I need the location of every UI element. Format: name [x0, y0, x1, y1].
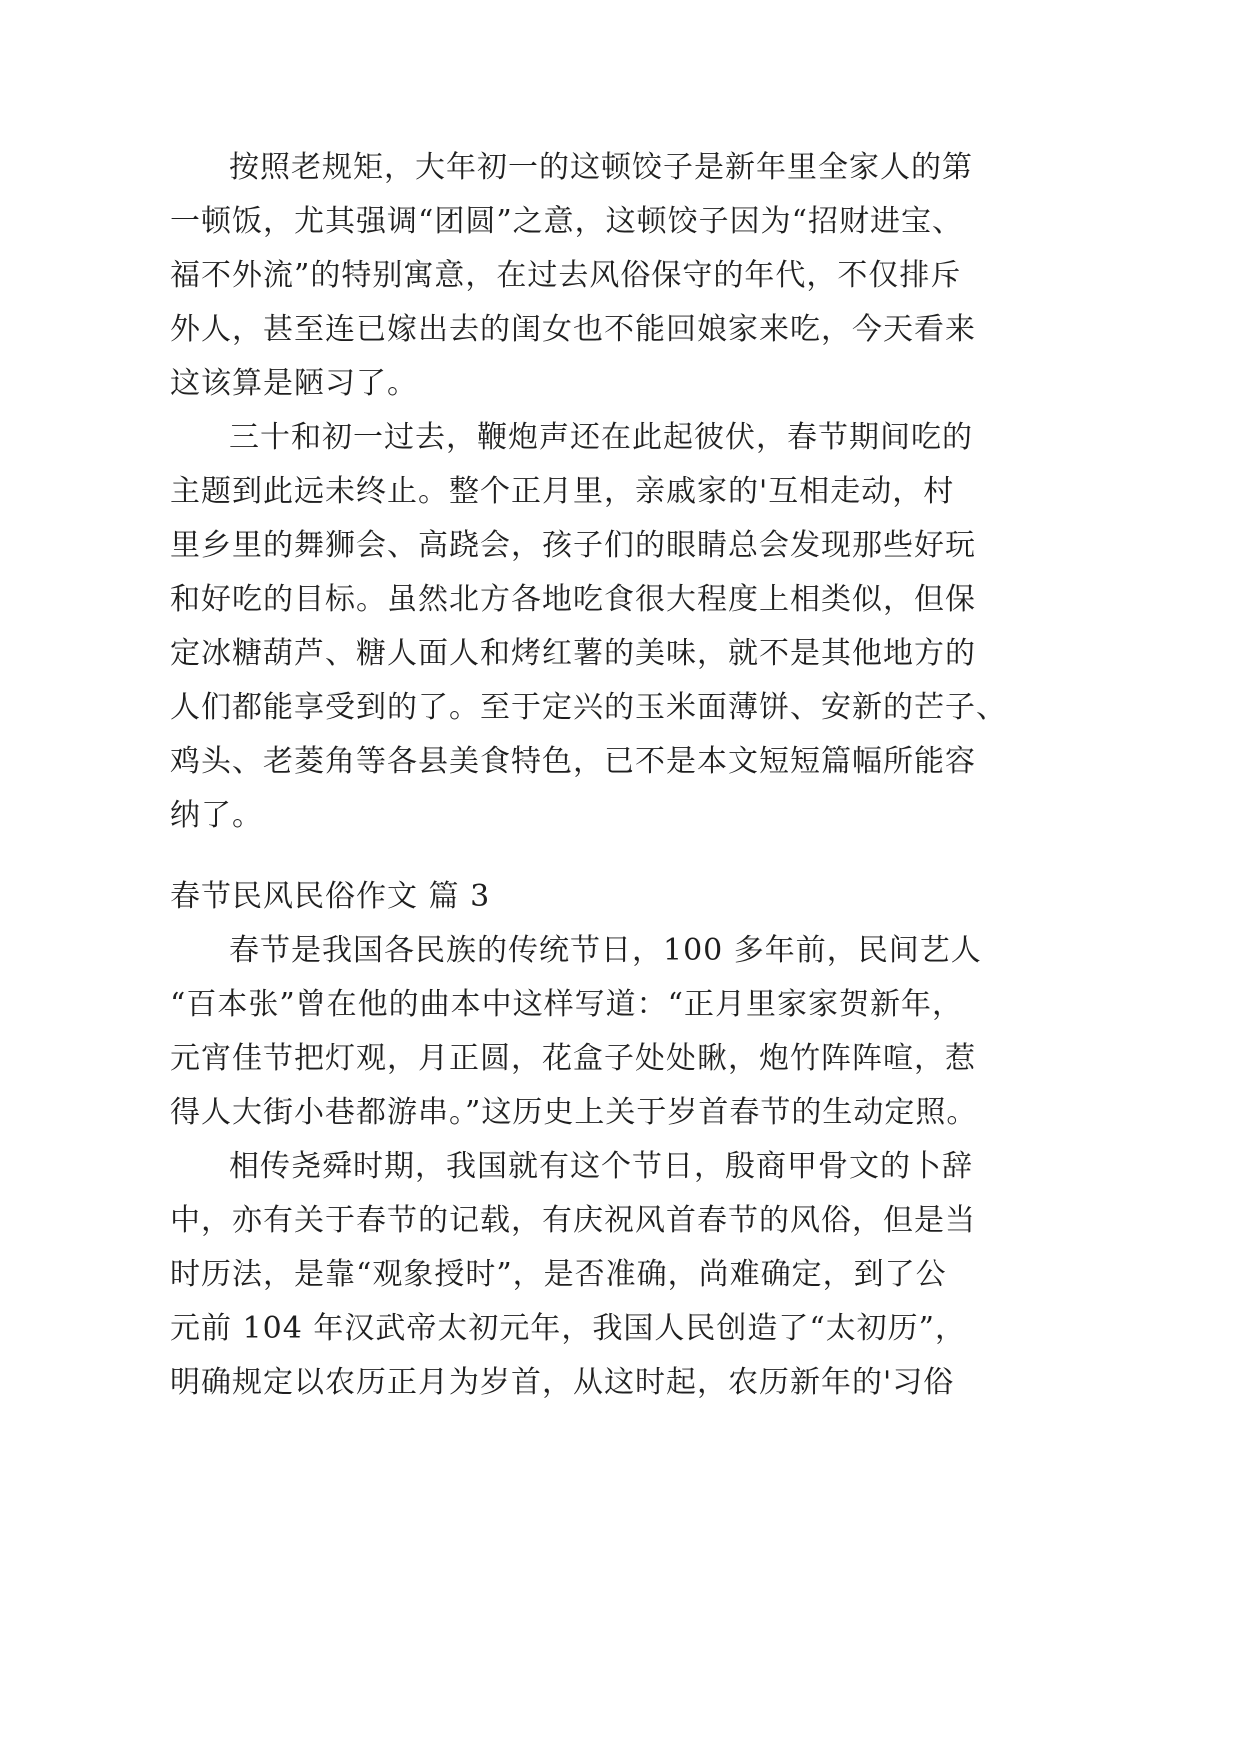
text-line: 元宵佳节把灯观，月正圆，花盒子处处瞅，炮竹阵阵喧，惹: [170, 1041, 976, 1076]
text-line: 三十和初一过去，鞭炮声还在此起彼伏，春节期间吃的: [229, 420, 973, 455]
text-line: 纳了。: [170, 798, 263, 833]
text-line: 得人大街小巷都游串。”这历史上关于岁首春节的生动定照。: [170, 1095, 978, 1130]
text-line: 外人，甚至连已嫁出去的闺女也不能回娘家来吃，今天看来: [170, 312, 976, 347]
text-line: 福不外流”的特别寓意，在过去风俗保守的年代，不仅排斥: [170, 258, 962, 293]
text-line: 春节是我国各民族的传统节日，100 多年前，民间艺人: [229, 933, 982, 968]
text-line: 元前 104 年汉武帝太初元年，我国人民创造了“太初历”，: [170, 1311, 967, 1346]
text-line: “百本张”曾在他的曲本中这样写道：“正月里家家贺新年，: [170, 987, 964, 1022]
text-line: 和好吃的目标。虽然北方各地吃食很大程度上相类似，但保: [170, 582, 976, 617]
text-line: 这该算是陋习了。: [170, 366, 418, 401]
text-line: 明确规定以农历正月为岁首，从这时起，农历新年的'习俗: [170, 1365, 955, 1400]
text-line: 中，亦有关于春节的记载，有庆祝风首春节的风俗，但是当: [170, 1203, 976, 1238]
text-line: 一顿饭，尤其强调“团圆”之意，这顿饺子因为“招财进宝、: [170, 204, 964, 239]
text-line: 人们都能享受到的了。至于定兴的玉米面薄饼、安新的芒子、: [170, 690, 1007, 725]
text-line: 时历法，是靠“观象授时”，是否准确，尚难确定，到了公: [170, 1257, 947, 1292]
text-line: 主题到此远未终止。整个正月里，亲戚家的'互相走动，村: [170, 474, 955, 509]
text-line: 按照老规矩，大年初一的这顿饺子是新年里全家人的第: [229, 150, 973, 185]
text-line: 鸡头、老菱角等各县美食特色，已不是本文短短篇幅所能容: [170, 744, 976, 779]
text-line: 里乡里的舞狮会、高跷会，孩子们的眼睛总会发现那些好玩: [170, 528, 976, 563]
text-line: 相传尧舜时期，我国就有这个节日，殷商甲骨文的卜辞: [229, 1149, 973, 1184]
section-heading: 春节民风民俗作文 篇 3: [170, 879, 491, 914]
text-line: 定冰糖葫芦、糖人面人和烤红薯的美味，就不是其他地方的: [170, 636, 976, 671]
